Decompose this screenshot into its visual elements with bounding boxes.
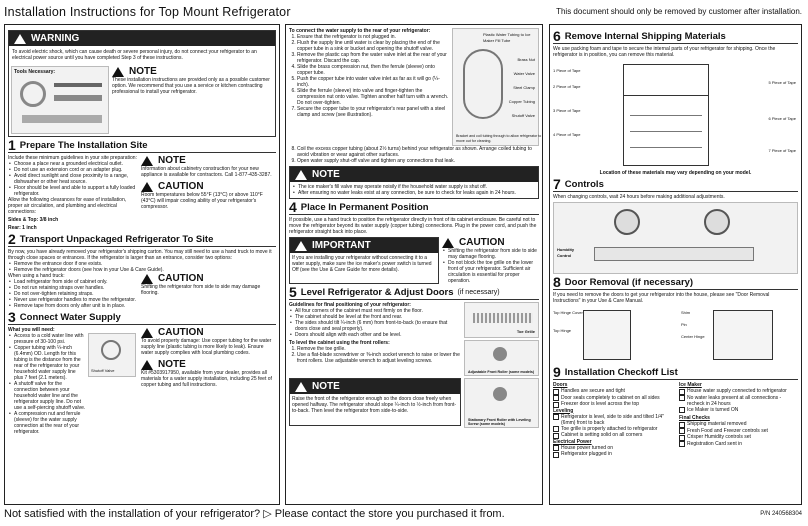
fresh-food-dial-icon <box>704 209 730 235</box>
s1-rear: Rear: 1 inch <box>8 225 37 231</box>
checkbox-item[interactable]: Toe grille is properly attached to refrigerator <box>553 426 673 433</box>
s2-intro: By now, you have already removed your refrigerator's shipping carton. You may still need to use a hand truck to move it through close spaces or entrances. If the refrigerator is larger than an entrance, consider two options: <box>8 249 272 261</box>
removal-note: This document should only be removed by customer after installation. <box>556 7 802 16</box>
section-3-heading: 3 Connect Water Supply <box>8 311 276 325</box>
checkbox-item[interactable]: Shipping material removed <box>679 421 798 428</box>
toe-grille-illustration: Toe Grille <box>464 302 539 338</box>
note5-header: NOTE <box>290 379 460 394</box>
checkbox-item[interactable]: Refrigerator plugged in <box>553 451 673 458</box>
column-middle <box>285 24 543 505</box>
section-1-heading: 1 Prepare The Installation Site <box>8 139 276 153</box>
section-9-heading: 9 Installation Checkoff List <box>553 366 798 380</box>
caution1-text: Room temperatures below 55°F (13°C) or above 110°F (43°C) will impair cooling ability of your refrigerator's compressor. <box>141 192 263 210</box>
s3-need: What you will need: <box>8 327 55 333</box>
connect-title: To connect the water supply to the rear of your refrigerator: <box>289 28 431 34</box>
section-4-heading: 4 Place In Permanent Position <box>289 201 539 215</box>
warning-text: To avoid electric shock, which can cause death or severe personal injury, do not connect your refrigerator to an electrical power source until you have completed Step 3 of these instructions. <box>12 49 257 61</box>
note-icon <box>141 360 153 370</box>
warning-box <box>8 30 276 137</box>
caution2-text: Shifting the refrigerator from side to side may damage flooring. <box>141 284 261 296</box>
wrench-icon <box>54 95 102 101</box>
caution-icon <box>141 182 153 192</box>
s1-intro: Include these minimum guidelines in your site preparation: <box>8 155 137 161</box>
s7-text: When changing controls, wait 24 hours before making additional adjustments. <box>553 194 725 200</box>
caution4-header: CAUTION <box>442 237 539 248</box>
connect-steps-cont: 8. Coil the excess copper tubing (about 2½ turns) behind your refrigerator as shown. Arrange coiled tubing to avoid vibration or wear against other surfaces. 9. Open water supply shut-off valve and tighten any connections that leak. <box>289 146 539 164</box>
part-number: P/N 240568304 <box>760 511 802 517</box>
s1-sides: Sides & Top: 3/8 inch <box>8 217 59 223</box>
checkbox-item[interactable]: Fresh Food and Freezer controls set <box>679 428 798 435</box>
checkbox-item[interactable]: Crisper Humidity controls set <box>679 434 798 441</box>
important-header: IMPORTANT <box>290 238 438 253</box>
adjustable-roller-illustration: Adjustable Front Roller (some models) <box>464 340 539 376</box>
s2-handtruck-list: • Load refrigerator from side of cabinet only. • Do not run retaining straps over handles. • Do not over-tighten retaining straps. • Never use refrigerator handles to move the refrigerator. • Remove tape from doors only after unit is in place. <box>8 279 138 309</box>
note4-box <box>289 166 539 199</box>
note4-header: NOTE <box>290 167 538 182</box>
document-title: Installation Instructions for Top Mount Refrigerator <box>4 5 291 19</box>
note-icon <box>141 156 153 166</box>
caution1-header: CAUTION <box>141 181 276 192</box>
caution-icon <box>141 274 153 284</box>
footer-text: Not satisfied with the installation of your refrigerator? ▷ Please contact the store you purchased it from. <box>4 508 505 520</box>
s1-list: • Choose a place near a grounded electrical outlet. • Do not use an extension cord or an adapter plug. • Avoid direct sunlight and close proximity to a range, dishwasher or other heat source. • Floor should be level and able to support a fully loaded refrigerator. <box>8 161 138 197</box>
roller-icon <box>493 347 507 361</box>
roller-icon <box>493 387 507 401</box>
note-icon <box>295 382 307 392</box>
s4-text: If possible, use a hand truck to position the refrigerator directly in front of its cabinet enclosure. Be careful not to move the refrigerator beyond its water supply (copper tubing) connections. Plug in the power cord, and push the refrigerator straight back into place. <box>289 217 537 235</box>
caution2-header: CAUTION <box>141 273 276 284</box>
freezer-dial-icon <box>614 209 640 235</box>
shutoff-valve-illustration: Shutoff Valve <box>88 333 136 377</box>
warning-header: WARNING <box>9 31 275 46</box>
caution3-header: CAUTION <box>141 327 276 338</box>
controls-illustration: Humidity Control <box>553 202 798 274</box>
humidity-slider[interactable] <box>594 247 754 261</box>
refrigerator-icon <box>623 64 709 166</box>
important-box <box>289 237 439 284</box>
s6-caption: Location of these materials may vary depending on your model. <box>599 170 752 176</box>
note5-text: Raise the front of the refrigerator enough so the doors close freely when opened halfway. The refrigerator should slope ¼-inch to ½-inch from front-to-back. Then level the refrigerator from side-to-side. <box>292 396 457 414</box>
door-removal-illustration: Top Hinge Cover Top Hinge Shim Pin Center Hinge <box>553 306 798 364</box>
note3-header: NOTE <box>141 359 276 370</box>
water-connection-illustration: Plastic Water Tubing to Ice Maker Fill Tube Brass Nut Water Valve Steel Clamp Copper Tubing Shutoff Valve Bracket and coil tubing through to allow refrigerator to move out for cleaning. <box>452 28 539 146</box>
valve-icon <box>101 340 121 360</box>
column-left <box>4 24 280 505</box>
section-7-heading: 7 Controls <box>553 178 798 192</box>
checkbox-item[interactable]: House power turned on <box>553 445 673 452</box>
caution4-list: • Shifting the refrigerator from side to side may damage flooring. • Do not block the toe grille on the lower front of your refrigerator. Sufficient air circulation is essential for proper operation. <box>442 248 539 284</box>
s2-handtruck: When using a hand truck: <box>8 273 65 279</box>
checkbox-item[interactable]: Ice Maker is turned ON <box>679 407 798 414</box>
checkbox-item[interactable]: House water supply connected to refrigerator <box>679 388 798 395</box>
checkbox-item[interactable]: Cabinet is setting solid on all corners <box>553 432 673 439</box>
important-text: If you are installing your refrigerator without connecting it to a water supply, make sure the ice maker's power switch is turned Off (see the Use & Care Guide for more details). <box>292 255 432 273</box>
s5-guide: Guidelines for final positioning of your refrigerator: <box>289 302 411 308</box>
checkbox-item[interactable]: No water leaks present at all connections - recheck in 24 hours <box>679 395 798 407</box>
note2-header: NOTE <box>141 155 276 166</box>
note1-header: NOTE <box>112 66 273 77</box>
note4-list: • The ice maker's fill valve may operate noisily if the household water supply is shut off. • After ensuring no water leaks exist at any connection, be sure to check for leaks again in 24 hours. <box>290 182 538 198</box>
drill-icon <box>22 115 102 123</box>
s8-text: If you need to remove the doors to get your refrigerator into the house, please see "Door Removal Instructions" in your Use & Care Manual. <box>553 292 770 304</box>
note-icon <box>112 67 124 77</box>
section-6-heading: 6 Remove Internal Shipping Materials <box>553 30 798 44</box>
note5-box <box>289 378 461 426</box>
tools-illustration: Tools Necessary: <box>11 66 109 134</box>
note3-text: Kit #5303917950, available from your dealer, provides all materials for a water supply installation, including 25 feet of copper tubing and full instructions. <box>141 370 272 388</box>
checklist-left: Doors Handles are secure and tight Door seals completely to cabinet on all sides Freezer door is level across the top Leveling Refrigerator is level, side to side and tilted 1/4" (6mm) front to back Toe grille is properly attached to refrigerator Cabinet is setting solid on all corners Electrical Power House power turned on Refrigerator plugged in <box>553 382 673 458</box>
section-5-heading: 5 Level Refrigerator & Adjust Doors (if necessary) <box>289 286 539 300</box>
level-steps: 1. Remove the toe grille. 2. Use a flat-blade screwdriver or ⅜-inch socket wrench to raise or lower the front rollers. Use adjustable wrench to adjust leveling screws. <box>289 346 461 364</box>
checkbox-item[interactable]: Door seals completely to cabinet on all sides <box>553 395 673 402</box>
checklist-right: Ice Maker House water supply connected to refrigerator No water leaks present at all connections - recheck in 24 hours Ice Maker is turned ON Final Checks Shipping material removed Fresh Food and Freezer controls set Crisper Humidity controls set Registration Card sent in <box>679 382 798 458</box>
copper-coil-icon <box>463 49 503 119</box>
caution-icon <box>442 238 454 248</box>
stationary-roller-illustration: Stationary Front Roller with Leveling Screw (some models) <box>464 378 539 428</box>
note-icon <box>295 170 307 180</box>
section-2-heading: 2 Transport Unpackaged Refrigerator To Site <box>8 233 276 247</box>
note2-text: Information about cabinetry construction for your new appliance is available for contractors. Call 1-877-435-3287. <box>141 166 272 178</box>
checkbox-item[interactable]: Freezer door is level across the top <box>553 401 673 408</box>
section-8-heading: 8 Door Removal (if necessary) <box>553 276 798 290</box>
checkbox-item[interactable]: Registration Card sent in <box>679 441 798 448</box>
s3-list: • Access to a cold water line with pressure of 30-100 psi. • Copper tubing with ¼-inch (6.4mm) OD. Length for this tubing is the distance from the rear of the refrigerator to your household water supply line plus 7 feet (2.1 meters). • A shutoff valve for the connection between your household water line and the refrigerator supply line. Do not use a self-piercing shutoff valve. • A compression nut and ferrule (sleeve) for the water supply connection at the rear of your refrigerator. <box>8 333 86 435</box>
checkbox-item[interactable]: Refrigerator is level, side to side and tilted 1/4" (6mm) front to back <box>553 414 673 426</box>
hinge-detail-icon <box>583 310 631 360</box>
caution-icon <box>141 328 153 338</box>
note1-text: These installation instructions are provided only as a possible customer option. We recommend that you use a service or kitchen contracting professional to install your refrigerator. <box>112 77 270 95</box>
s2-options: • Remove the entrance door if one exists. • Remove the refrigerator doors (see how in your Use & Care Guide). <box>8 261 276 273</box>
checkbox-item[interactable]: Handles are secure and tight <box>553 388 673 395</box>
s1-clearances: Allow the following clearances for ease of installation, proper air circulation, and plumbing and electrical connections: <box>8 197 127 215</box>
column-right <box>549 24 802 505</box>
caution3-text: To avoid property damage: Use copper tubing for the water supply line (plastic tubing is more likely to leak). Ensure water supply complies with local plumbing codes. <box>141 338 272 356</box>
important-icon <box>295 241 307 251</box>
s6-text: We use packing foam and tape to secure the internal parts of your refrigerator for shipping. Once the refrigerator is in position, you can remove this material. <box>553 46 776 58</box>
screwdriver-icon <box>54 83 102 87</box>
shipping-materials-illustration: 1 Piece of Tape 2 Piece of Tape 3 Piece of Tape 4 Piece of Tape 5 Piece of Tape 6 Piece of Tape 7 Piece of Tape <box>553 60 798 170</box>
connect-steps: 1. Ensure that the refrigerator is not plugged in. 2. Flush the supply line until water is clear by placing the end of the copper tube in a sink or bucket and opening the shutoff valve. 3. Remove the plastic cap from the water valve inlet at the rear of your refrigerator. Discard the cap. 4. Slide the brass compression nut, then the ferrule (sleeve) onto copper tube. 5. Push the copper tube into water valve inlet as far as it will go (¼-inch). 6. Slide the ferrule (sleeve) into valve and finger-tighten the compression nut onto valve. Tighten another half turn with a wrench. Do not over-tighten. 7. Secure the copper tube to your refrigerator's rear panel with a steel clamp and screw (see illustration). <box>289 34 449 118</box>
level-title: To level the cabinet using the front rollers: <box>289 340 390 346</box>
center-hinge-icon <box>713 310 773 360</box>
warning-icon <box>14 34 26 44</box>
tubing-coil-icon <box>20 81 46 107</box>
s5-list: • All four corners of the cabinet must rest firmly on the floor. • The cabinet should be level at the front and rear. • The sides should tilt ¼-inch (6 mm) from front-to-back (to ensure that doors close and seal properly). • Doors should align with each other and be level. <box>289 308 461 338</box>
grille-icon <box>473 313 533 323</box>
